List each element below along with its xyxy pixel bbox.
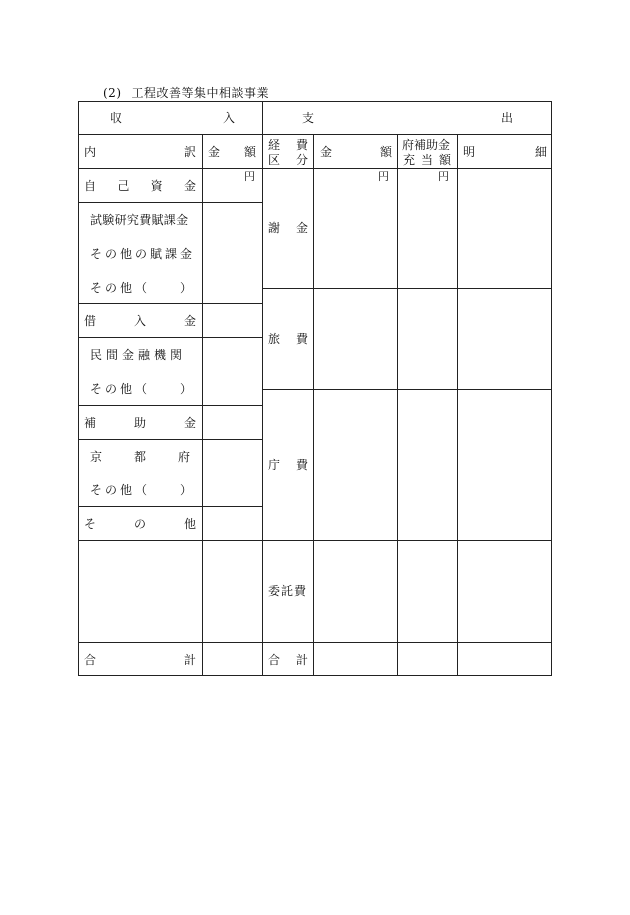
expense-divider bbox=[262, 288, 552, 289]
subheader-divider bbox=[78, 168, 552, 169]
income-divider bbox=[78, 337, 262, 338]
income-unit-yen: 円 bbox=[244, 170, 255, 183]
income-row-jiko-shikin: 自 己 資 金 bbox=[84, 179, 196, 193]
income-row-sonota-2: その他（ ） bbox=[90, 382, 196, 396]
income-row-sonota-3: その他（ ） bbox=[90, 483, 196, 497]
table-border-left bbox=[78, 101, 79, 676]
expense-divider bbox=[262, 540, 552, 541]
table-border-right bbox=[551, 101, 552, 676]
income-divider bbox=[78, 303, 262, 304]
income-row-sonota-1: その他（ ） bbox=[90, 281, 196, 295]
income-row-kyotofu: 京 都 府 bbox=[90, 450, 190, 464]
expense-row-ryohi: 旅 費 bbox=[268, 332, 308, 346]
col-expense-amount-header: 金 額 bbox=[320, 145, 392, 159]
budget-table bbox=[78, 101, 552, 676]
income-divider bbox=[78, 439, 262, 440]
col-subsidy-header-line1: 府補助金 bbox=[402, 138, 451, 152]
table-border-top bbox=[78, 101, 552, 102]
expense-row-chohi: 庁 費 bbox=[268, 458, 308, 472]
income-row-sonota-fukakin: その他の賦課金 bbox=[90, 247, 196, 261]
income-divider bbox=[78, 506, 262, 507]
expense-divider bbox=[262, 389, 552, 390]
expense-row-itakuhi: 委託費 bbox=[268, 584, 308, 598]
expense-unit-yen: 円 bbox=[378, 170, 389, 183]
col-subsidy-header-line2: 充 当 額 bbox=[403, 153, 451, 167]
total-row-divider bbox=[78, 642, 552, 643]
expense-row-shakin: 謝 金 bbox=[268, 221, 308, 235]
col-category-header-line2: 区 分 bbox=[268, 153, 308, 167]
expense-header-right: 出 bbox=[501, 111, 514, 125]
subsidy-column-line bbox=[397, 134, 398, 676]
income-row-minkan-kinyu: 民間金融機関 bbox=[90, 348, 187, 362]
section-title bbox=[103, 84, 269, 101]
income-row-hojokin: 補 助 金 bbox=[84, 416, 196, 430]
section-number: (2) bbox=[103, 86, 122, 100]
income-expense-divider bbox=[262, 101, 263, 676]
subsidy-unit-yen: 円 bbox=[438, 170, 449, 183]
col-category-header-line1: 経 費 bbox=[268, 138, 308, 152]
income-header-left: 収 bbox=[110, 111, 123, 125]
income-divider bbox=[78, 540, 262, 541]
income-divider bbox=[78, 202, 262, 203]
section-title-text: 工程改善等集中相談事業 bbox=[131, 86, 270, 100]
col-income-amount-header: 金 額 bbox=[208, 145, 256, 159]
expense-header-left: 支 bbox=[302, 111, 315, 125]
col-breakdown-header: 内 訳 bbox=[84, 145, 196, 159]
income-total-label: 合 計 bbox=[84, 653, 196, 667]
detail-column-line bbox=[457, 134, 458, 676]
table-border-bottom bbox=[78, 675, 552, 676]
expense-total-label: 合 計 bbox=[268, 653, 308, 667]
header-divider bbox=[78, 134, 552, 135]
income-row-sonota-last: そ の 他 bbox=[84, 517, 196, 531]
expense-amount-column-line bbox=[313, 134, 314, 676]
income-divider bbox=[78, 405, 262, 406]
income-row-kariirekin: 借 入 金 bbox=[84, 314, 196, 328]
income-header-right: 入 bbox=[223, 111, 236, 125]
income-amount-column-line bbox=[202, 134, 203, 676]
income-row-shiken-kenkyuhi: 試験研究費賦課金 bbox=[90, 213, 189, 227]
col-detail-header: 明 細 bbox=[463, 145, 547, 159]
